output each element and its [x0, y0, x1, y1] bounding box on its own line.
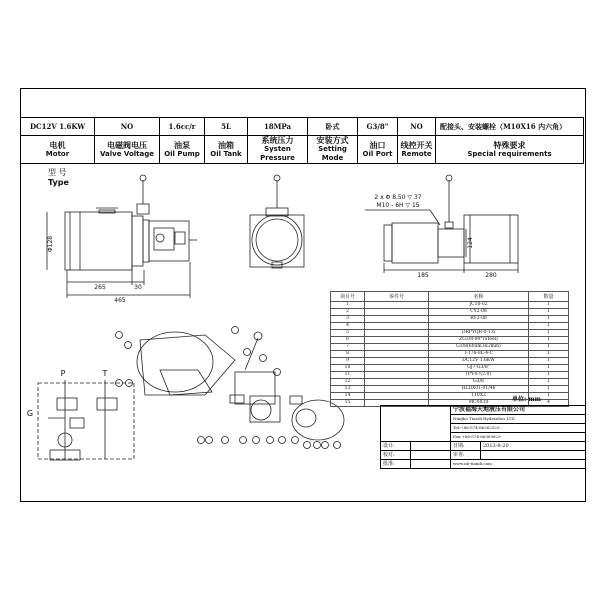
part-qty-cell: 1	[529, 372, 569, 379]
part-qty-cell: 1	[529, 330, 569, 337]
part-number-cell: 9	[331, 358, 365, 365]
parts-header-row	[331, 292, 569, 302]
part-name-cell: T-176-8L-4-C	[429, 351, 529, 358]
parts-row	[331, 309, 569, 316]
part-code-cell	[365, 379, 429, 386]
parts-header-name: 名称	[429, 292, 529, 302]
design-label: 设计:	[381, 442, 411, 451]
part-number-cell: 11	[331, 372, 365, 379]
part-qty-cell: 1	[529, 351, 569, 358]
dim-465: 465	[114, 297, 126, 304]
part-code-cell	[365, 309, 429, 316]
parts-row	[331, 316, 569, 323]
part-name-cell: DC12V 1.6KW	[429, 358, 529, 365]
part-qty-cell: 1	[529, 365, 569, 372]
side-view	[47, 175, 197, 298]
spec-header-oil-port: 油口 Oil Port	[358, 136, 398, 164]
part-number-cell: 4	[331, 323, 365, 330]
parts-row	[331, 337, 569, 344]
end-view	[250, 175, 304, 268]
type-label-en: Type	[48, 178, 69, 187]
part-number-cell: 10	[331, 365, 365, 372]
spec-header-motor: 电机 Motor	[21, 136, 95, 164]
spec-value-remote: NO	[398, 118, 436, 136]
part-name-cell: G3/8	[429, 379, 529, 386]
parts-table	[330, 291, 569, 407]
part-name-cell: 110X2	[429, 393, 529, 400]
company-name-en: Ningbo Tiandi Hydraulics LTD	[451, 415, 586, 424]
spec-header-remote: 线控开关 Remote	[398, 136, 436, 164]
part-name-cell: G3/8(60um,8L/min)	[429, 344, 529, 351]
hydraulic-schematic	[38, 380, 134, 460]
part-code-cell	[365, 330, 429, 337]
part-name-cell: (PY-07(2.0)	[429, 372, 529, 379]
part-qty-cell: 1	[529, 358, 569, 365]
parts-row	[331, 351, 569, 358]
part-code-cell	[365, 323, 429, 330]
design-value	[411, 442, 451, 451]
company-web: www.nb-tiandi.com	[451, 460, 586, 469]
part-qty-cell: 1	[529, 337, 569, 344]
company-fax: Fax:+86-574-86389629	[451, 433, 586, 442]
part-qty-cell: 1	[529, 316, 569, 323]
part-qty-cell: 1	[529, 302, 569, 309]
spec-value-pressure: 18MPa	[248, 118, 308, 136]
dim-185: 185	[417, 272, 429, 279]
part-number-cell: 15	[331, 400, 365, 407]
parts-row	[331, 330, 569, 337]
parts-header-part: 零件号	[365, 292, 429, 302]
parts-row	[331, 344, 569, 351]
part-code-cell	[365, 302, 429, 309]
part-qty-cell: 1	[529, 393, 569, 400]
part-qty-cell: 1	[529, 386, 569, 393]
title-block	[380, 405, 586, 469]
part-name-cell: CY2-08	[429, 309, 529, 316]
part-name-cell: DRPYQR-0-1.6	[429, 330, 529, 337]
dim-280: 280	[485, 272, 497, 279]
part-number-cell: 7	[331, 344, 365, 351]
check-value	[411, 451, 451, 460]
part-code-cell	[365, 358, 429, 365]
approve-value	[411, 460, 451, 469]
part-name-cell: RV2-08	[429, 316, 529, 323]
parts-row	[331, 386, 569, 393]
type-label-cn: 型 号	[48, 168, 67, 177]
date-label: 日期:	[451, 442, 481, 451]
part-number-cell: 3	[331, 316, 365, 323]
company-tel: Tel:+86-574-86302523	[451, 424, 586, 433]
spec-value-oil-pump: 1.6cc/r	[160, 118, 205, 136]
spec-value-setting-mode: 卧式	[308, 118, 358, 136]
part-code-cell	[365, 372, 429, 379]
part-code-cell	[365, 316, 429, 323]
part-code-cell	[365, 386, 429, 393]
dim-30: 30	[134, 284, 142, 291]
part-number-cell: 6	[331, 337, 365, 344]
part-code-cell	[365, 393, 429, 400]
parts-header-item: 项目号	[331, 292, 365, 302]
part-name-cell: JC10-02	[429, 302, 529, 309]
spec-header-oil-pump: 油泵 Oil Pump	[160, 136, 205, 164]
part-name-cell	[429, 323, 529, 330]
part-name-cell: HLDX01-01/46	[429, 386, 529, 393]
date-value: 2013-8-20	[481, 442, 586, 451]
part-qty-cell: 1	[529, 344, 569, 351]
part-qty-cell: 1	[529, 309, 569, 316]
parts-row	[331, 358, 569, 365]
top-view	[365, 175, 518, 273]
approve-label: 批准:	[381, 460, 411, 469]
spec-value-special: 配接头、安装螺栓（M10X16 内六角）	[436, 118, 584, 136]
unit-label: 单位: mm	[512, 396, 542, 403]
spec-header-valve-voltage: 电磁阀电压 Valve Voltage	[95, 136, 160, 164]
part-code-cell	[365, 344, 429, 351]
parts-row	[331, 372, 569, 379]
part-number-cell: 1	[331, 302, 365, 309]
spec-header-oil-tank: 油箱 Oil Tank	[205, 136, 248, 164]
check-label: 校对:	[381, 451, 411, 460]
title-block-blank	[381, 406, 451, 442]
parts-row	[331, 302, 569, 309]
spec-value-valve-voltage: NO	[95, 118, 160, 136]
parts-header-qty: 数量	[529, 292, 569, 302]
dim-diameter: Φ128	[47, 235, 54, 253]
dim-124: 124	[467, 237, 474, 249]
schematic-label-p: P	[60, 369, 66, 378]
part-number-cell: 2	[331, 309, 365, 316]
review-label: 审查:	[451, 451, 481, 460]
dim-265: 265	[94, 284, 106, 291]
exploded-view	[116, 327, 345, 449]
review-value	[481, 451, 586, 460]
part-name-cell: GJ7-G3/8"	[429, 365, 529, 372]
spec-value-motor: DC12V 1.6KW	[21, 118, 95, 136]
spec-value-oil-port: G3/8"	[358, 118, 398, 136]
part-number-cell: 5	[331, 330, 365, 337]
part-number-cell: 8	[331, 351, 365, 358]
part-code-cell	[365, 365, 429, 372]
part-qty-cell: 1	[529, 379, 569, 386]
part-number-cell: 14	[331, 393, 365, 400]
part-name-cell: ZG3/8-90°(Steel)	[429, 337, 529, 344]
part-number-cell: 12	[331, 379, 365, 386]
part-code-cell	[365, 351, 429, 358]
spec-value-oil-tank: 5L	[205, 118, 248, 136]
part-code-cell	[365, 337, 429, 344]
schematic-label-g: G	[26, 409, 34, 418]
part-qty-cell: 4	[529, 400, 569, 407]
dim-bolt-note-2: M10 - 6H ▽ 15	[376, 202, 420, 209]
spec-header-special: 特殊要求 Special requirements	[436, 136, 584, 164]
dim-bolt-note: 2 x Φ 8.50 ▽ 37	[374, 194, 422, 201]
part-number-cell: 13	[331, 386, 365, 393]
part-qty-cell: 1	[529, 323, 569, 330]
company-name-cn: 宁波福海天地液压有限公司	[451, 406, 586, 415]
parts-row	[331, 365, 569, 372]
part-name-cell: MC0X10	[429, 400, 529, 407]
parts-row	[331, 379, 569, 386]
spec-header-setting-mode: 安装方式 Setting Mode	[308, 136, 358, 164]
schematic-label-t: T	[102, 369, 108, 378]
spec-header-pressure: 系统压力 Systen Pressure	[248, 136, 308, 164]
parts-row	[331, 323, 569, 330]
